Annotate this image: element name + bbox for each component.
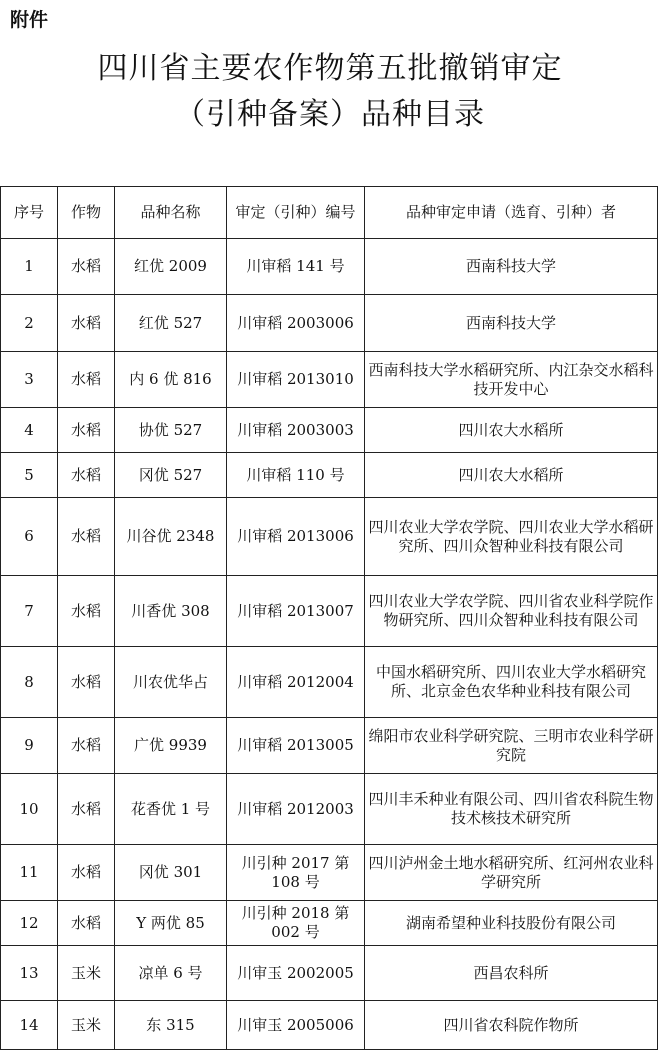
cell-index: 9 (1, 718, 58, 774)
variety-catalog-table (0, 186, 658, 1050)
cell-crop: 水稻 (58, 408, 115, 453)
cell-index: 8 (1, 647, 58, 718)
cell-approval-number: 川审稻 2013005 (227, 718, 365, 774)
cell-approval-number: 川审稻 2013006 (227, 498, 365, 576)
table-row (1, 845, 658, 901)
table-row (1, 901, 658, 946)
cell-approval-number: 川审稻 141 号 (227, 239, 365, 295)
header-variety: 品种名称 (115, 187, 227, 239)
cell-variety: Y 两优 85 (115, 901, 227, 946)
cell-index: 10 (1, 774, 58, 845)
table-row (1, 718, 658, 774)
table-row (1, 453, 658, 498)
cell-variety: 红优 527 (115, 295, 227, 352)
cell-index: 2 (1, 295, 58, 352)
cell-crop: 水稻 (58, 498, 115, 576)
cell-applicant: 西南科技大学 (365, 239, 658, 295)
cell-approval-number: 川审稻 2013010 (227, 352, 365, 408)
cell-applicant: 四川农大水稻所 (365, 408, 658, 453)
cell-crop: 水稻 (58, 352, 115, 408)
cell-index: 5 (1, 453, 58, 498)
cell-index: 6 (1, 498, 58, 576)
cell-variety: 花香优 1 号 (115, 774, 227, 845)
cell-applicant: 四川农大水稻所 (365, 453, 658, 498)
cell-approval-number: 川审玉 2005006 (227, 1001, 365, 1050)
cell-variety: 凉单 6 号 (115, 946, 227, 1001)
cell-approval-number: 川审稻 2012004 (227, 647, 365, 718)
cell-crop: 水稻 (58, 647, 115, 718)
cell-approval-number: 川审稻 2003003 (227, 408, 365, 453)
cell-applicant: 绵阳市农业科学研究院、三明市农业科学研究院 (365, 718, 658, 774)
cell-applicant: 西昌农科所 (365, 946, 658, 1001)
table-row (1, 1001, 658, 1050)
cell-index: 11 (1, 845, 58, 901)
cell-variety: 冈优 301 (115, 845, 227, 901)
header-approval-number: 审定（引种）编号 (227, 187, 365, 239)
cell-variety: 广优 9939 (115, 718, 227, 774)
cell-variety: 川农优华占 (115, 647, 227, 718)
document-title-line-2: （引种备案）品种目录 (175, 97, 485, 132)
table-row (1, 239, 658, 295)
header-index: 序号 (1, 187, 58, 239)
cell-index: 7 (1, 576, 58, 647)
cell-approval-number: 川引种 2018 第 002 号 (227, 901, 365, 946)
cell-variety: 内 6 优 816 (115, 352, 227, 408)
header-applicant: 品种审定申请（选育、引种）者 (365, 187, 658, 239)
table-row (1, 647, 658, 718)
cell-index: 1 (1, 239, 58, 295)
table-row (1, 946, 658, 1001)
cell-crop: 水稻 (58, 295, 115, 352)
table-row (1, 576, 658, 647)
cell-applicant: 四川农业大学农学院、四川省农业科学院作物研究所、四川众智种业科技有限公司 (365, 576, 658, 647)
cell-index: 13 (1, 946, 58, 1001)
cell-approval-number: 川审稻 2013007 (227, 576, 365, 647)
table-row (1, 774, 658, 845)
cell-approval-number: 川审稻 110 号 (227, 453, 365, 498)
cell-applicant: 四川省农科院作物所 (365, 1001, 658, 1050)
cell-applicant: 西南科技大学水稻研究所、内江杂交水稻科技开发中心 (365, 352, 658, 408)
cell-applicant: 西南科技大学 (365, 295, 658, 352)
cell-variety: 东 315 (115, 1001, 227, 1050)
cell-approval-number: 川审玉 2002005 (227, 946, 365, 1001)
cell-applicant: 四川丰禾种业有限公司、四川省农科院生物技术核技术研究所 (365, 774, 658, 845)
cell-variety: 川谷优 2348 (115, 498, 227, 576)
cell-crop: 水稻 (58, 901, 115, 946)
cell-index: 3 (1, 352, 58, 408)
cell-variety: 协优 527 (115, 408, 227, 453)
cell-crop: 玉米 (58, 1001, 115, 1050)
table-header-row (1, 187, 658, 239)
cell-applicant: 四川农业大学农学院、四川农业大学水稻研究所、四川众智种业科技有限公司 (365, 498, 658, 576)
cell-applicant: 湖南希望种业科技股份有限公司 (365, 901, 658, 946)
table-body (1, 239, 658, 1050)
document-title-line-1: 四川省主要农作物第五批撤销审定 (97, 51, 563, 86)
cell-index: 14 (1, 1001, 58, 1050)
table-row (1, 408, 658, 453)
cell-index: 12 (1, 901, 58, 946)
cell-crop: 玉米 (58, 946, 115, 1001)
header-crop: 作物 (58, 187, 115, 239)
table-row (1, 352, 658, 408)
cell-approval-number: 川审稻 2003006 (227, 295, 365, 352)
cell-crop: 水稻 (58, 718, 115, 774)
cell-variety: 红优 2009 (115, 239, 227, 295)
table-row (1, 295, 658, 352)
cell-crop: 水稻 (58, 845, 115, 901)
cell-crop: 水稻 (58, 239, 115, 295)
attachment-label: 附件 (10, 9, 49, 31)
cell-crop: 水稻 (58, 576, 115, 647)
cell-applicant: 四川泸州金土地水稻研究所、红河州农业科学研究所 (365, 845, 658, 901)
cell-applicant: 中国水稻研究所、四川农业大学水稻研究所、北京金色农华种业科技有限公司 (365, 647, 658, 718)
table-row (1, 498, 658, 576)
cell-variety: 川香优 308 (115, 576, 227, 647)
cell-crop: 水稻 (58, 774, 115, 845)
cell-index: 4 (1, 408, 58, 453)
cell-approval-number: 川引种 2017 第 108 号 (227, 845, 365, 901)
cell-crop: 水稻 (58, 453, 115, 498)
cell-approval-number: 川审稻 2012003 (227, 774, 365, 845)
cell-variety: 冈优 527 (115, 453, 227, 498)
